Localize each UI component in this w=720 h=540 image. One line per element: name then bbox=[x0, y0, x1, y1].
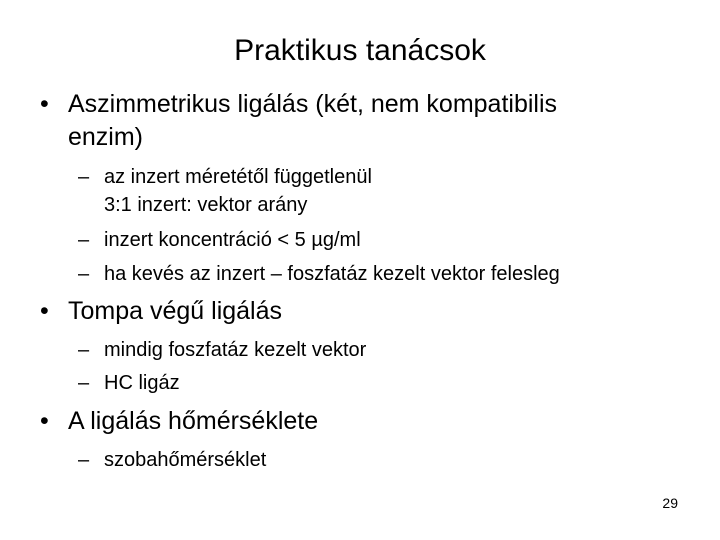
sub-bullet-text-line: szobahőmérséklet bbox=[104, 449, 267, 471]
bullet-marker: • bbox=[40, 297, 49, 325]
bullet-text-line: Aszimmetrikus ligálás (két, nem kompatibilis bbox=[68, 90, 558, 118]
bullet-marker: • bbox=[40, 90, 49, 118]
bullet-marker: • bbox=[40, 407, 49, 435]
sub-bullet-text-line: mindig foszfatáz kezelt vektor bbox=[104, 339, 367, 361]
page-number: 29 bbox=[662, 495, 678, 511]
sub-bullet-marker: – bbox=[78, 449, 90, 471]
sub-bullet-text-line: az inzert méretétől függetlenül bbox=[104, 166, 372, 188]
slide-title: Praktikus tanácsok bbox=[234, 34, 486, 67]
sub-bullet-marker: – bbox=[78, 372, 90, 394]
bullet-text-line: Tompa végű ligálás bbox=[68, 297, 283, 325]
sub-bullet-text-line: ha kevés az inzert – foszfatáz kezelt vektor felesleg bbox=[104, 263, 560, 285]
sub-bullet-text-line: 3:1 inzert: vektor arány bbox=[104, 194, 308, 216]
sub-bullet-text-line: inzert koncentráció < 5 µg/ml bbox=[104, 229, 361, 251]
sub-bullet-marker: – bbox=[78, 229, 90, 251]
sub-bullet-marker: – bbox=[78, 263, 90, 285]
bullet-text-line: enzim) bbox=[68, 123, 144, 151]
sub-bullet-text-line: HC ligáz bbox=[104, 372, 180, 394]
sub-bullet-marker: – bbox=[78, 166, 90, 188]
sub-bullet-marker: – bbox=[78, 339, 90, 361]
bullet-text-line: A ligálás hőmérséklete bbox=[68, 407, 319, 435]
